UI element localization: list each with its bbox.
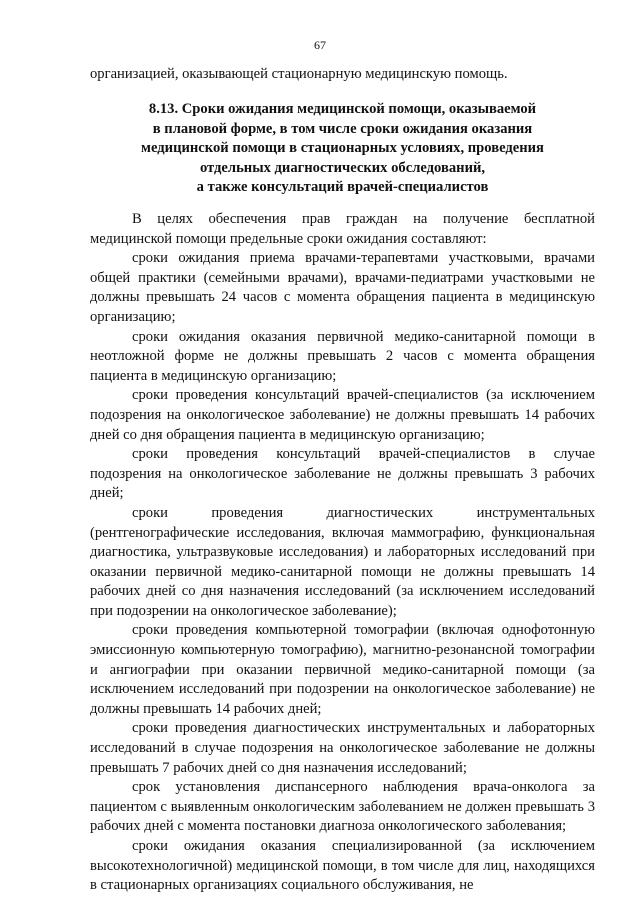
paragraph: сроки ожидания оказания специализированной (за исключением высокотехнологичной) медицинской помощи, в том числе для лиц, находящихся в стационарных организациях социального обслуживания, не [90,838,595,894]
heading-line: 8.13. Сроки ожидания медицинской помощи, оказываемой [148,101,537,117]
paragraph: сроки проведения компьютерной томографии (включая однофотонную эмиссионную компьютерную томографию), магнитно-резонансной томографии и ангиографии при оказании первичной медико-санитарной помощи (за исключением исследований при подозрении на онкологическое заболевание) не должны превышать 14 рабочих дней; [90,622,595,717]
paragraph: сроки ожидания оказания первичной медико-санитарной помощи в неотложной форме не должны превышать 2 часов с момента обращения пациента в медицинскую организацию; [90,328,595,384]
paragraph: срок установления диспансерного наблюдения врача-онколога за пациентом с выявленным онкологическим заболеванием не должен превышать 3 рабочих дней с момента постановки диагноза онкологического заболевания; [90,779,595,835]
heading-line: а также консультаций врачей-специалистов [196,179,489,195]
heading-line: отдельных диагностических обследований, [199,159,486,176]
body-text [90,210,595,896]
heading-line: в плановой форме, в том числе сроки ожидания оказания [152,120,533,137]
paragraph: сроки проведения диагностических инструментальных и лабораторных исследований в случае подозрения на онкологическое заболевание не должны превышать 7 рабочих дней со дня назначения исследований; [90,720,595,776]
paragraph: сроки проведения консультаций врачей-специалистов (за исключением подозрения на онкологическое заболевание) не должны превышать 14 рабочих дней со дня обращения пациента в медицинскую организацию; [90,387,595,443]
section-heading [90,100,595,198]
carry-over-text: организацией, оказывающей стационарную медицинскую помощь. [90,66,508,82]
paragraph: В целях обеспечения прав граждан на получение бесплатной медицинской помощи предельные сроки ожидания составляют: [90,211,595,247]
page-number: 67 [314,38,326,52]
paragraph: сроки проведения диагностических инструментальных (рентгенографические исследования, включая маммографию, функциональная диагностика, ультразвуковые исследования) и лабораторных исследований при оказании первичной медико-санитарной помощи не должны превышать 14 рабочих дней со дня назначения исследований (за исключением исследований при подозрении на онкологическое заболевание); [90,504,595,619]
heading-line: медицинской помощи в стационарных условиях, проведения [141,140,544,156]
paragraph: сроки ожидания приема врачами-терапевтами участковыми, врачами общей практики (семейными врачами), врачами-педиатрами участковыми не должны превышать 24 часов с момента обращения пациента в медицинскую организацию; [90,250,595,325]
paragraph: сроки проведения консультаций врачей-специалистов в случае подозрения на онкологическое заболевание не должны превышать 3 рабочих дней; [90,446,595,502]
